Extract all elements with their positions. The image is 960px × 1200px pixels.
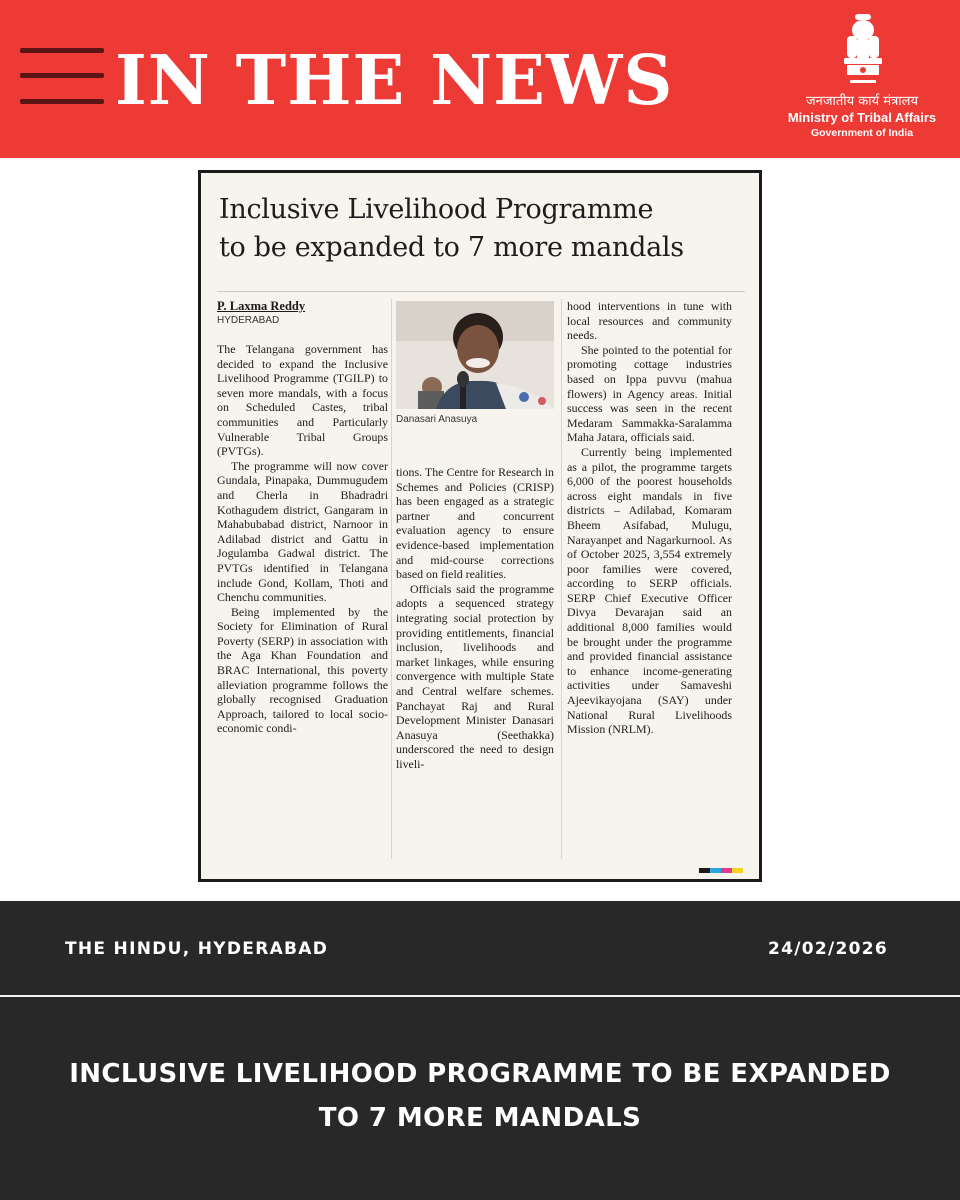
column-divider: [561, 299, 562, 859]
byline: P. Laxma Reddy: [217, 299, 306, 313]
newspaper-clipping: [198, 170, 762, 882]
paragraph: Currently being implemented as a pilot, the programme targets 6,000 of the poorest households across eight mandals in five districts – Adilabad, Komaram Bheem Asifabad, Mulugu, Narayanpet and Nagarkurnool. As of October 2025, 3,554 extremely poor families were covered, according to SERP officials. SERP Chief Executive Officer Divya Devarajan said an additional 8,000 families would be brought under the programme and provided financial assistance to enhance income-generating activities under Samaveshi Ajeevikayojana (SAY) under National Rural Livelihoods Mission (NRLM).: [567, 444, 732, 737]
footer-divider: [0, 995, 960, 997]
paragraph: The programme will now cover Gundala, Pinapaka, Dummugudem and Cherla in Bhadradri Kothagudem district, Gangaram in Mahabubabad district, Narnoor in Adilabad district and Gattu in Jogulamba Gadwal district. The PVTGs identified in Telangana include Gond, Kollam, Thoti and Chenchu communities.: [217, 458, 388, 605]
ministry-logo-text: [772, 94, 952, 140]
paragraph: The Telangana government has decided to expand the Inclusive Livelihood Programme (TGILP) to seven more mandals, with a focus on Scheduled Castes, tribal communities and Particularly Vulnerable Tribal Groups (PVTGs).: [217, 342, 388, 459]
print-color-bar: [699, 868, 743, 873]
government-label: Government of India: [810, 127, 914, 139]
article-headline: [219, 191, 739, 267]
paragraph: Officials said the programme adopts a sequenced strategy integrating social protection by providing entitlements, financial inclusion, livelihoods and market linkages, while ensuring convergence with multiple State and Central welfare schemes. Panchayat Raj and Rural Development Minister Danasari Anasuya (Seethakka) underscored the need to design liveli-: [396, 581, 554, 771]
dateline: HYDERABAD: [217, 315, 280, 326]
headline-line-2: to be expanded to 7 more mandals: [219, 232, 684, 263]
article-column-2: [396, 465, 554, 771]
article-column-1: [217, 299, 388, 736]
header-banner: [0, 0, 960, 158]
publication-date: 24/02/2026: [767, 939, 888, 959]
article-column-3: [567, 299, 732, 737]
column-divider: [391, 299, 392, 859]
paragraph: tions. The Centre for Research in Schemes and Policies (CRISP) has been engaged as a strategic partner and concurrent evaluation agency to ensure evidence-based implementation and mid-course corrections based on field realities.: [396, 465, 554, 582]
summary-caption-line-2: TO 7 MORE MANDALS: [318, 1103, 642, 1133]
minister-photo: [396, 301, 554, 409]
menu-icon[interactable]: [20, 48, 104, 108]
headline-divider: [217, 291, 745, 292]
news-source: THE HINDU, HYDERABAD: [65, 939, 329, 959]
national-emblem-icon: [838, 14, 888, 92]
paragraph: She pointed to the potential for promoting cottage industries based on Ippa puvvu (mahua flowers) in Agency areas. Initial success was seen in the recent Medaram Sammakka-Saralamma Maha Jatara, officials said.: [567, 342, 732, 445]
headline-line-1: Inclusive Livelihood Programme: [219, 194, 654, 225]
paragraph: Being implemented by the Society for Elimination of Rural Poverty (SERP) in association with the Aga Khan Foundation and BRAC International, this poverty alleviation programme follows the globally recognised Graduation Approach, tailored to local socio-economic condi-: [217, 604, 388, 736]
summary-caption: [30, 1052, 930, 1140]
ministry-english-name: Ministry of Tribal Affairs: [787, 110, 937, 125]
ministry-hindi-name: जनजातीय कार्य मंत्रालय: [805, 94, 919, 109]
photo-caption: Danasari Anasuya: [396, 414, 478, 425]
summary-caption-line-1: INCLUSIVE LIVELIHOOD PROGRAMME TO BE EXPANDED: [69, 1059, 891, 1089]
page-title: IN THE NEWS: [115, 41, 674, 121]
paragraph: hood interventions in tune with local resources and community needs.: [567, 299, 732, 343]
